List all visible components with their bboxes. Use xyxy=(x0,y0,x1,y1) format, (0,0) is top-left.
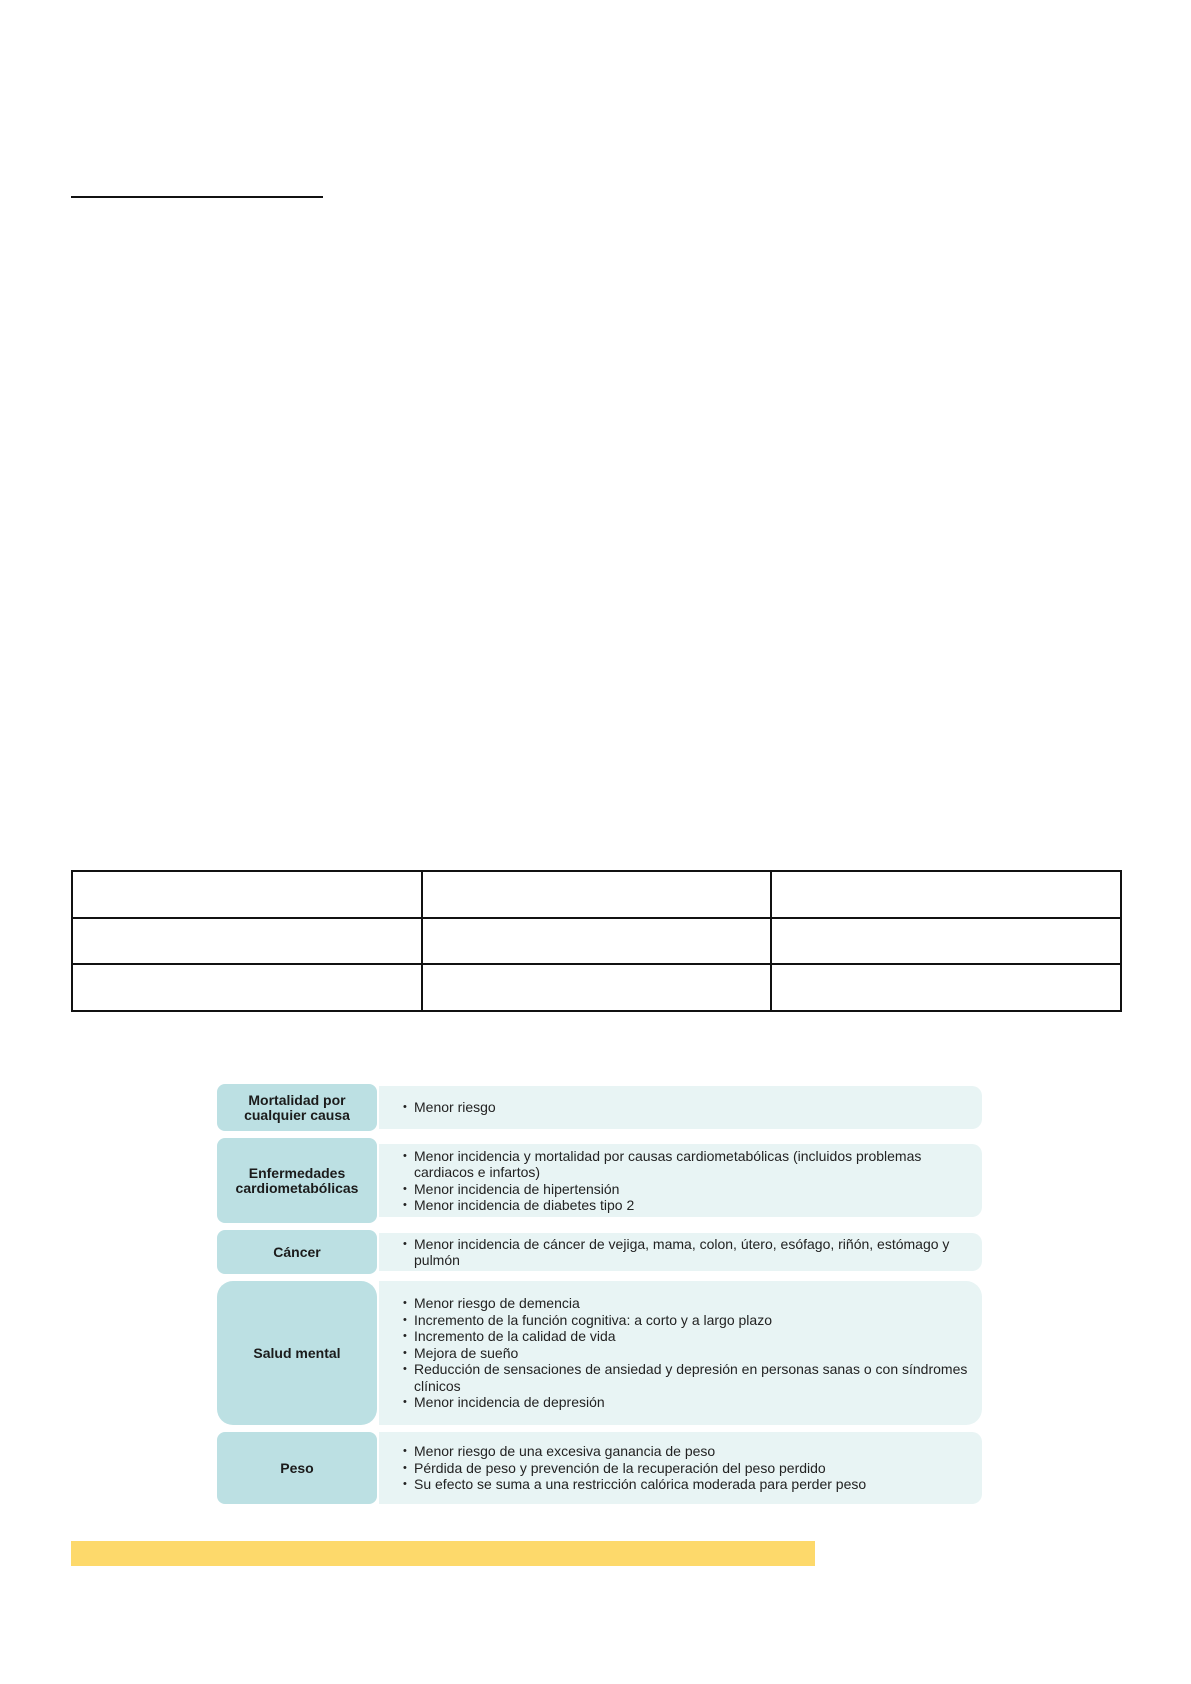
table-row xyxy=(72,918,1121,965)
table-cell xyxy=(422,918,772,965)
benefit-row-salud-mental xyxy=(217,1281,982,1425)
benefit-item: • Incremento de la calidad de vida xyxy=(403,1328,982,1345)
benefit-items-list xyxy=(379,1281,982,1425)
benefit-item: • Reducción de sensaciones de ansiedad y depresión en personas sanas o con síndromes clínicos xyxy=(403,1361,982,1394)
benefit-row-cardiometabolicas xyxy=(217,1138,982,1223)
benefit-item: • Menor riesgo de demencia xyxy=(403,1295,982,1312)
benefit-items-list xyxy=(379,1233,982,1271)
benefit-category-label: Cáncer xyxy=(217,1230,377,1274)
health-benefits-infographic xyxy=(217,1084,982,1511)
highlight-bar xyxy=(71,1541,815,1566)
benefit-item: • Mejora de sueño xyxy=(403,1345,982,1362)
empty-table xyxy=(71,870,1122,1012)
benefit-item: • Menor riesgo xyxy=(403,1099,982,1116)
heading-underline-rule xyxy=(71,196,323,198)
benefit-item: • Menor incidencia de hipertensión xyxy=(403,1181,982,1198)
table-row xyxy=(72,964,1121,1011)
table-row xyxy=(72,871,1121,918)
benefit-items-list xyxy=(379,1432,982,1504)
table-cell xyxy=(771,871,1121,918)
benefit-row-mortalidad xyxy=(217,1084,982,1131)
table-cell xyxy=(72,918,422,965)
table-cell xyxy=(771,918,1121,965)
table-cell xyxy=(771,964,1121,1011)
benefit-item: • Incremento de la función cognitiva: a corto y a largo plazo xyxy=(403,1312,982,1329)
benefit-items-list xyxy=(379,1144,982,1217)
table-cell xyxy=(72,871,422,918)
benefit-item: • Su efecto se suma a una restricción calórica moderada para perder peso xyxy=(403,1476,982,1493)
benefit-category-label: Enfermedades cardiometabólicas xyxy=(217,1138,377,1223)
benefit-category-label: Mortalidad por cualquier causa xyxy=(217,1084,377,1131)
benefit-item: • Menor incidencia de depresión xyxy=(403,1394,982,1411)
benefit-category-label: Salud mental xyxy=(217,1281,377,1425)
benefit-row-cancer xyxy=(217,1230,982,1274)
table-cell xyxy=(422,871,772,918)
benefit-category-label: Peso xyxy=(217,1432,377,1504)
benefit-item: • Menor incidencia de diabetes tipo 2 xyxy=(403,1197,982,1214)
benefit-item: • Menor incidencia y mortalidad por causas cardiometabólicas (incluidos problemas cardiacos e infartos) xyxy=(403,1148,982,1181)
benefit-item: • Pérdida de peso y prevención de la recuperación del peso perdido xyxy=(403,1460,982,1477)
benefit-item: • Menor riesgo de una excesiva ganancia de peso xyxy=(403,1443,982,1460)
benefit-row-peso xyxy=(217,1432,982,1504)
benefit-items-list xyxy=(379,1086,982,1129)
table-cell xyxy=(422,964,772,1011)
benefit-item: • Menor incidencia de cáncer de vejiga, mama, colon, útero, esófago, riñón, estómago y pulmón xyxy=(403,1236,982,1269)
table-cell xyxy=(72,964,422,1011)
